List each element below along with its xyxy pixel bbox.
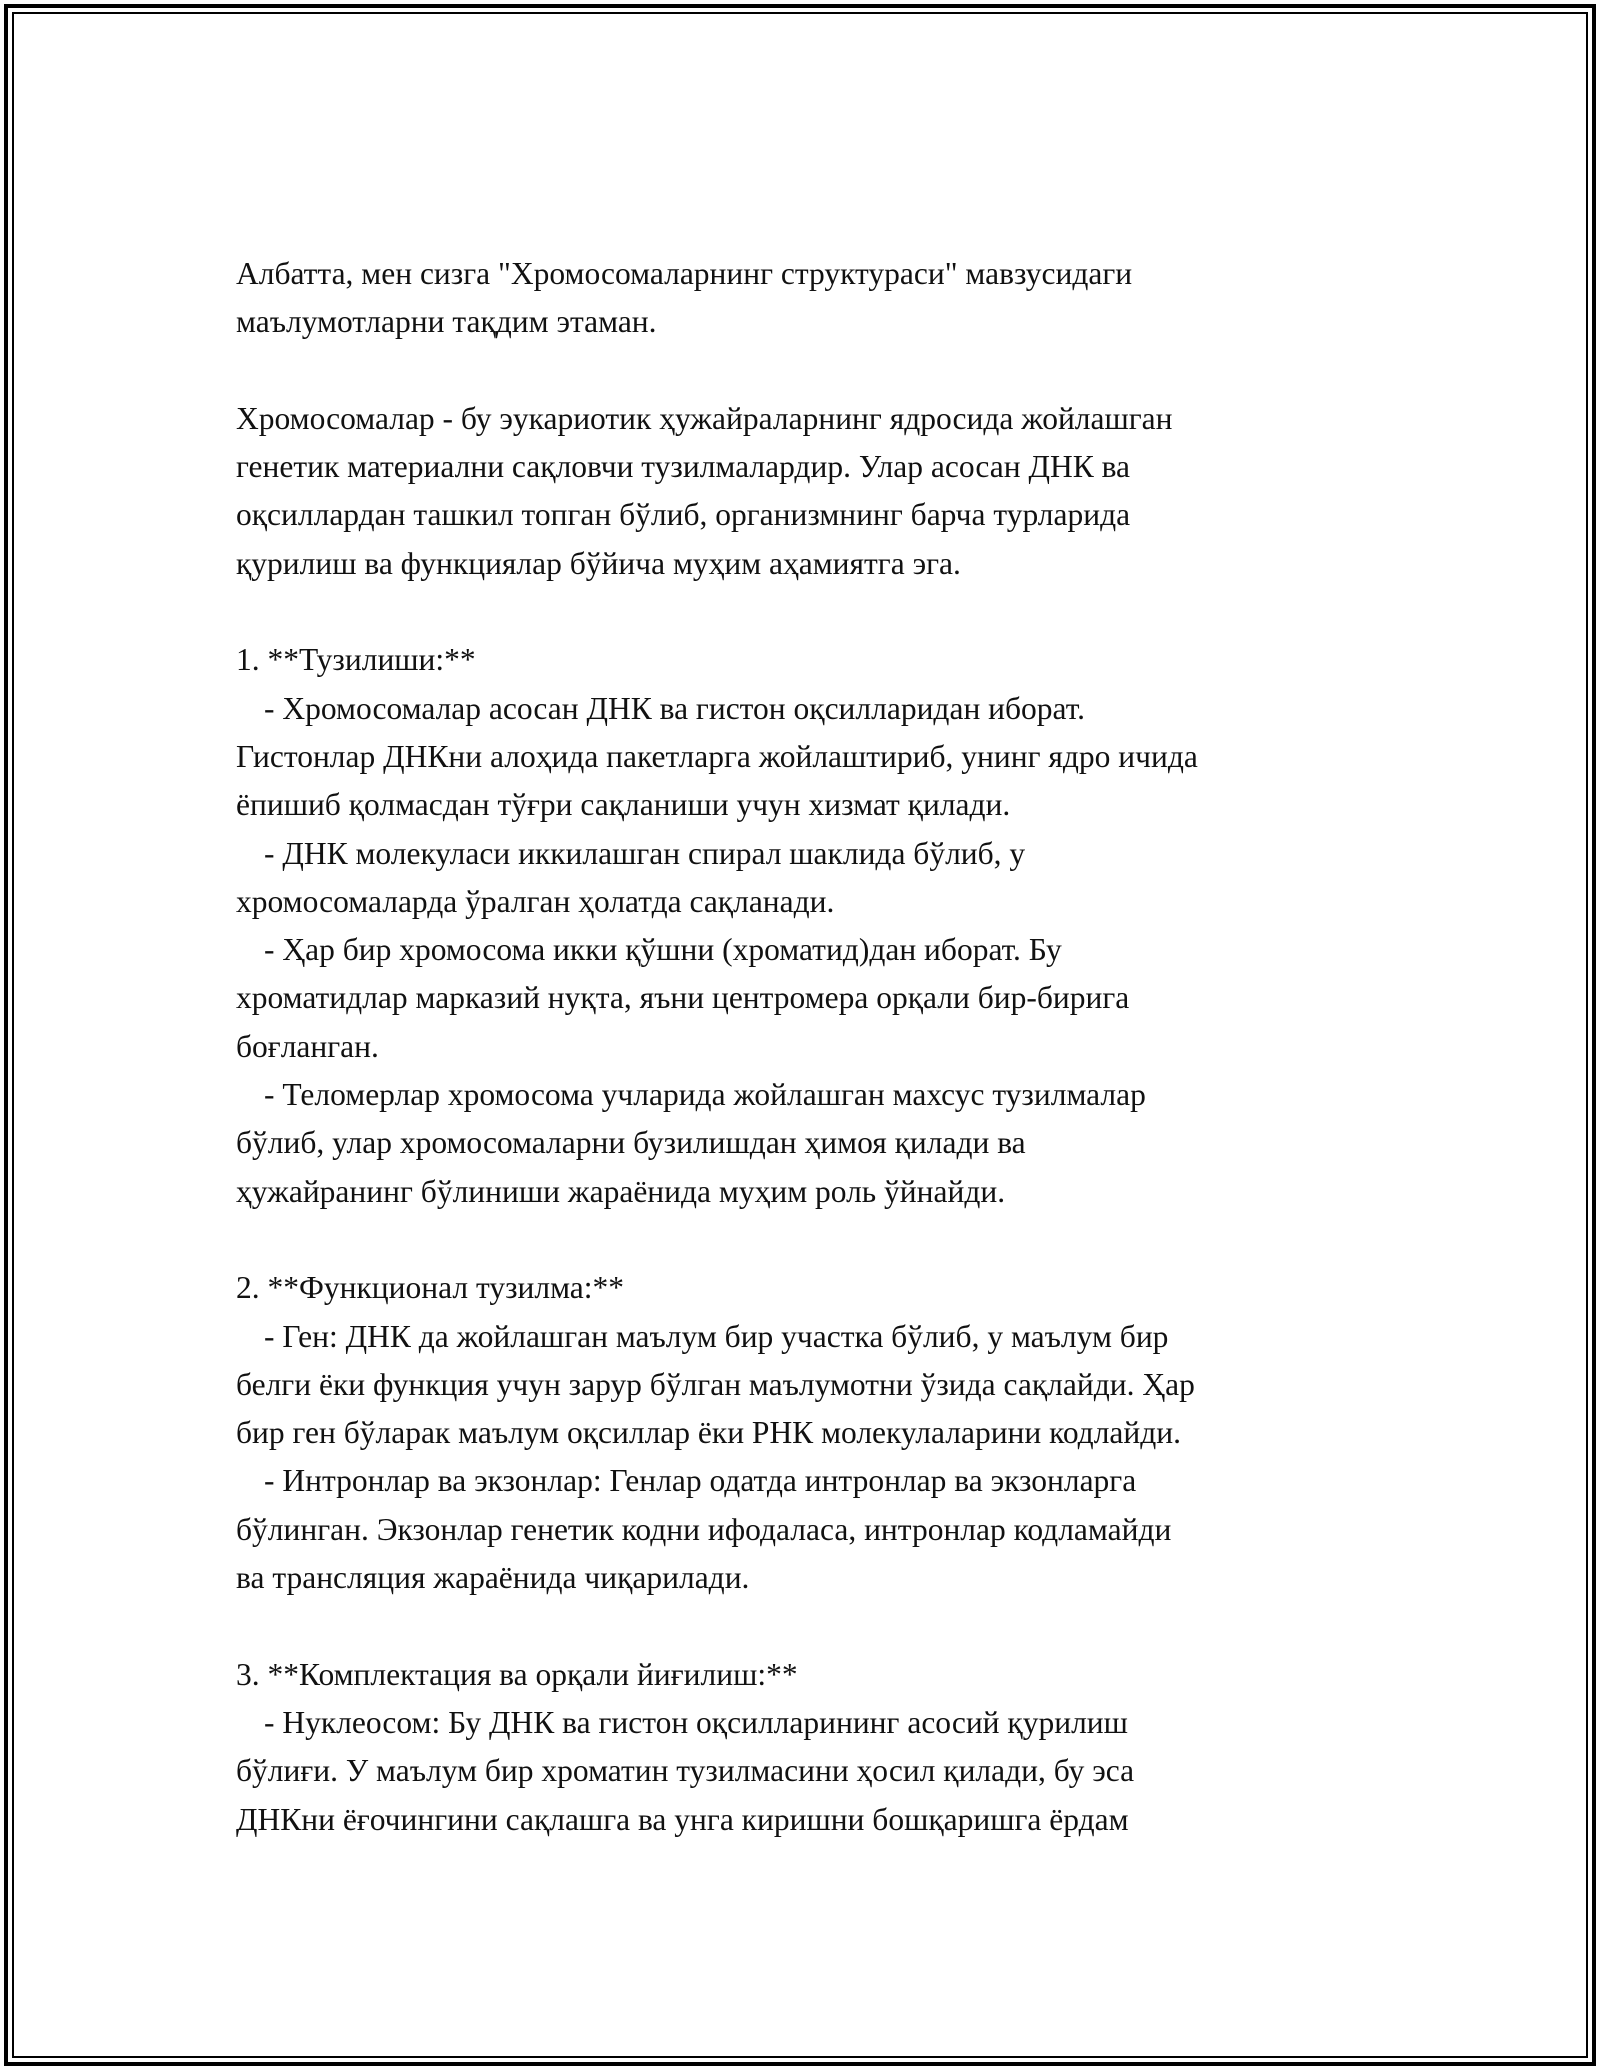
text-line: - Ген: ДНК да жойлашган маълум бир участка бўлиб, у маълум бир [264, 1318, 1169, 1354]
text-line: ёпишиб қолмасдан тўғри сақланиши учун хизмат қилади. [236, 787, 1011, 823]
list-item [236, 830, 1396, 927]
text-line: - Интронлар ва экзонлар: Генлар одатда интронлар ва экзонларга [264, 1463, 1137, 1499]
text-line: қурилиш ва функциялар бўйича муҳим аҳамиятга эга. [236, 545, 961, 581]
section-structure [236, 636, 1396, 1216]
text-line: - ДНК молекуласи иккилашган спирал шаклида бўлиб, у [264, 835, 1026, 871]
section-heading: 2. **Функционал тузилма:** [236, 1270, 625, 1306]
text-line: маълумотларни тақдим этаман. [236, 304, 657, 340]
text-line: Гистонлар ДНКни алоҳида пакетларга жойлаштириб, унинг ядро ичида [236, 738, 1198, 774]
text-line: Хромосомалар - бу эукариотик ҳужайраларнинг ядросида жойлашган [236, 400, 1173, 436]
document-body [236, 250, 1396, 1844]
text-line: оқсиллардан ташкил топган бўлиб, организмнинг барча турларида [236, 497, 1131, 533]
list-item [236, 1457, 1396, 1602]
list-item [236, 1313, 1396, 1458]
text-line: хроматидлар марказий нуқта, яъни центромера орқали бир-бирига [236, 980, 1130, 1016]
text-line: белги ёки функция учун зарур бўлган маълумотни ўзида сақлайди. Ҳар [236, 1366, 1195, 1402]
text-line: бўлинган. Экзонлар генетик кодни ифодаласа, интронлар кодламайди [236, 1511, 1172, 1547]
list-item [236, 1071, 1396, 1216]
text-line: генетик материални сақловчи тузилмалардир. Улар асосан ДНК ва [236, 449, 1131, 485]
list-item [236, 685, 1396, 830]
text-line: бўлиб, улар хромосомаларни бузилишдан ҳимоя қилади ва [236, 1125, 1026, 1161]
text-line: ва трансляция жараёнида чиқарилади. [236, 1560, 750, 1596]
section-heading: 1. **Тузилиши:** [236, 642, 476, 678]
section-functional [236, 1264, 1396, 1602]
text-line: - Хромосомалар асосан ДНК ва гистон оқсилларидан иборат. [264, 690, 1085, 726]
section-packaging [236, 1651, 1396, 1844]
text-line: бўлиғи. У маълум бир хроматин тузилмасини ҳосил қилади, бу эса [236, 1753, 1135, 1789]
section-heading: 3. **Комплектация ва орқали йиғилиш:** [236, 1656, 798, 1692]
list-item [236, 926, 1396, 1071]
list-item [236, 1699, 1396, 1844]
definition-paragraph [236, 395, 1396, 588]
text-line: бир ген бўларак маълум оқсиллар ёки РНК молекулаларини кодлайди. [236, 1415, 1182, 1451]
text-line: ҳужайранинг бўлиниши жараёнида муҳим роль ўйнайди. [236, 1173, 1006, 1209]
text-line: - Теломерлар хромосома учларида жойлашган махсус тузилмалар [264, 1077, 1146, 1113]
intro-paragraph [236, 250, 1396, 347]
text-line: хромосомаларда ўралган ҳолатда сақланади. [236, 883, 835, 919]
text-line: ДНКни ёғочингини сақлашга ва унга киришни бошқаришга ёрдам [236, 1801, 1129, 1837]
text-line: Албатта, мен сизга "Хромосомаларнинг структураси" мавзусидаги [236, 256, 1133, 291]
text-line: - Нуклеосом: Бу ДНК ва гистон оқсилларининг асосий қурилиш [264, 1704, 1128, 1740]
text-line: боғланган. [236, 1028, 379, 1064]
text-line: - Ҳар бир хромосома икки қўшни (хроматид)дан иборат. Бу [264, 932, 1062, 968]
